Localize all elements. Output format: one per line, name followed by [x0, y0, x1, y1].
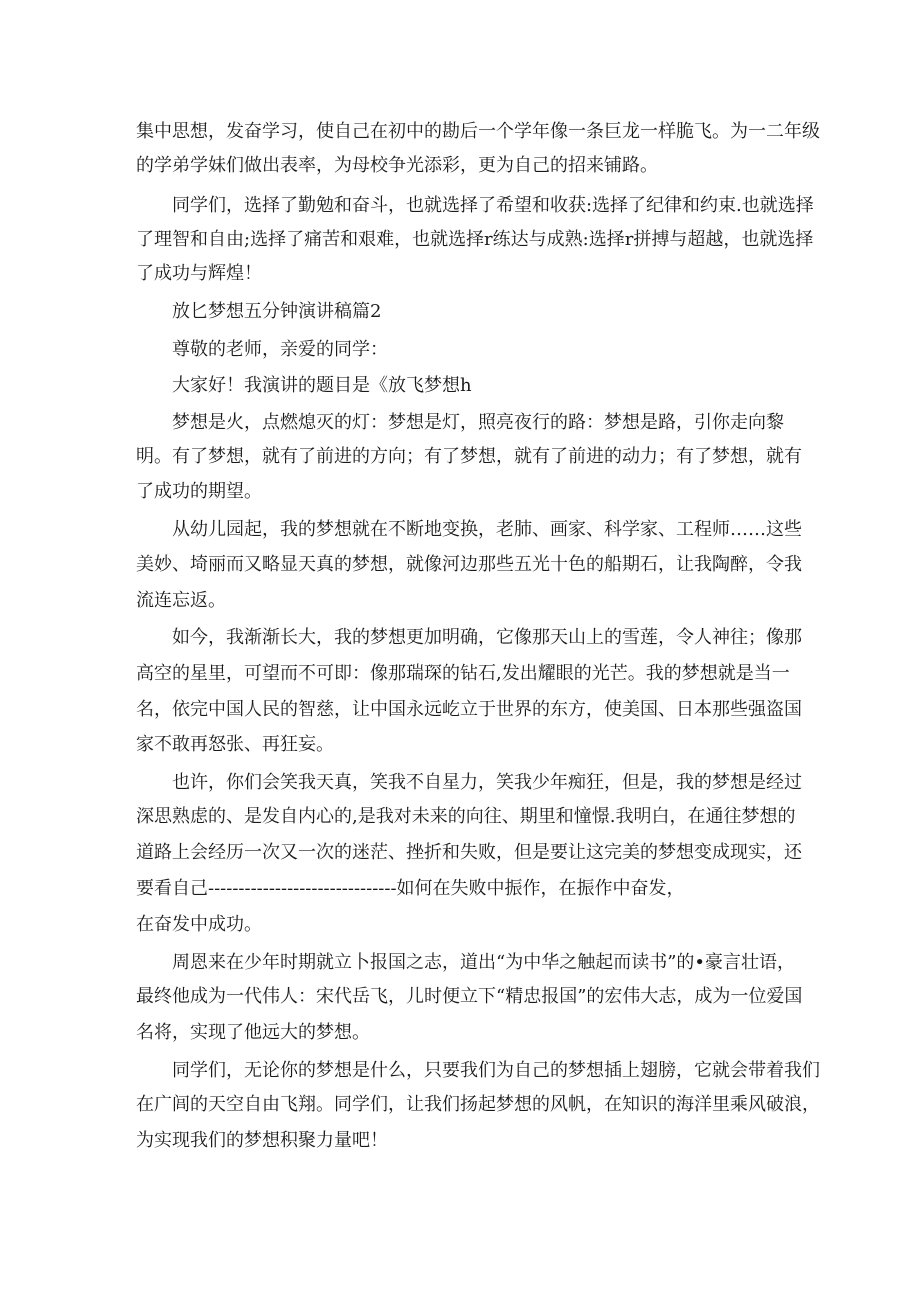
- text-line: 在奋发中成功。: [136, 914, 262, 935]
- text-line: 了理智和自由;选择了痛苦和艰难，也就选择r练达与成熟:选择r拼搏与超越，也就选择: [136, 229, 814, 250]
- text-line: 家不敢再怒张、再狂妄。: [136, 734, 334, 755]
- text-line: 道路上会经历一次又一次的迷茫、挫折和失败，但是要让这完美的梦想变成现实，还: [136, 842, 802, 863]
- text-line: 要看自己-------------------------------如何在失败中振作，在振作中奋发，: [136, 878, 685, 899]
- text-line: 同学们，无论你的梦想是什么，只要我们为自己的梦想插上翅膀，它就会带着我们: [172, 1060, 820, 1081]
- text-line: 同学们，选择了勤勉和奋斗，也就选择了希望和收获:选择了纪律和约束.也就选择: [172, 195, 814, 216]
- text-line: 大家好！我演讲的题目是《放飞梦想h: [172, 375, 472, 396]
- text-line: 深思熟虑的、是发自内心的,是我对未来的向往、期里和憧憬.我明白，在通往梦想的: [136, 806, 796, 827]
- text-line: 美妙、埼丽而又略显天真的梦想，就像河边那些五光十色的船期石，让我陶醉，令我: [136, 554, 802, 575]
- text-line: 流连忘返。: [136, 590, 226, 611]
- text-line: 在广闾的天空自由飞翔。同学们，让我们扬起梦想的风帆，在知识的海洋里乘风破浪，: [136, 1094, 820, 1115]
- text-line: 从幼儿园起，我的梦想就在不断地变换，老肺、画家、科学家、工程师……这些: [172, 519, 802, 540]
- text-line: 周恩来在少年时期就立卜报国之志，道出“为中华之触起而读书”的•豪言壮语，: [172, 952, 796, 973]
- text-line: 梦想是火，点燃熄灭的灯：梦想是灯，照亮夜行的路：梦想是路，引你走向黎: [172, 412, 784, 433]
- text-line: 的学弟学妹们做出表率，为母校争光添彩，更为自己的招来铺路。: [136, 155, 658, 176]
- text-line: 为实现我们的梦想积聚力量吧！: [136, 1130, 388, 1151]
- salutation: 尊敬的老师，亲爱的同学：: [172, 339, 388, 360]
- text-line: 名，依完中国人民的智慈，让中国永远屹立于世界的东方，使美国、日本那些强盗国: [136, 699, 802, 720]
- text-line: 了成功与辉煌！: [136, 263, 262, 284]
- text-line: 名将，实现了他远大的梦想。: [136, 1022, 370, 1043]
- text-line: 明。有了梦想，就有了前进的方向；有了梦想，就有了前进的动力；有了梦想，就有: [136, 446, 802, 467]
- text-line: 也许，你们会笑我天真，笑我不自星力，笑我少年痴狂，但是，我的梦想是经过: [172, 772, 802, 793]
- text-line: 高空的星里，可望而不可即：像那瑞琛的钻石,发出耀眼的光芒。我的梦想就是当一: [136, 663, 790, 684]
- text-line: 集中思想，发奋学习，使自己在初中的勘后一个学年像一条巨龙一样脆飞。为一二年级: [136, 121, 820, 142]
- text-line: 如今，我渐渐长大，我的梦想更加明确，它像那天山上的雪莲，令人神往；像那: [172, 627, 802, 648]
- text-line: 最终他成为一代伟人：宋代岳飞，儿时便立下“精忠报国”的宏伟大志，成为一位爱国: [136, 986, 803, 1007]
- text-line: 了成功的期望。: [136, 481, 262, 502]
- section-heading: 放匕梦想五分钟演讲稿篇2: [172, 301, 382, 322]
